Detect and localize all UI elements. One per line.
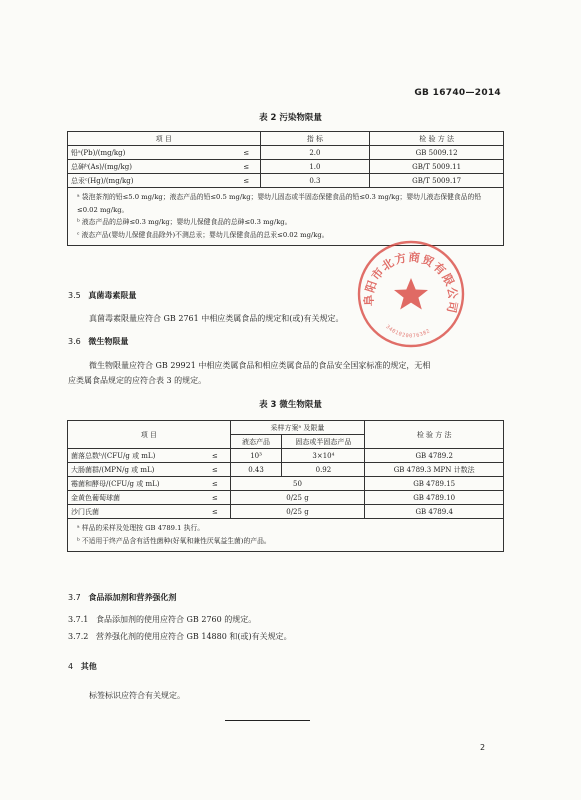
table3-header-plan: 采样方案ᵃ 及限量 <box>230 421 365 435</box>
table3-header-method: 检 验 方 法 <box>365 421 504 449</box>
table3-note-b: ᵇ 不适用于终产品含有活性菌种(好氧和兼性厌氧益生菌)的产品。 <box>77 536 271 545</box>
table3-header-liquid: 液态产品 <box>230 435 282 449</box>
table2 <box>67 131 504 246</box>
table-row: 菌落总数ᵇ/(CFU/g 或 mL) ≤ 10³ 3×10⁴ GB 4789.2 <box>68 449 504 463</box>
table-row: 总汞ᶜ(Hg)/(mg/kg) ≤ 0.3 GB/T 5009.17 <box>68 174 504 188</box>
table2-notes <box>68 188 504 246</box>
section-3-7-heading: 3.7 食品添加剂和营养强化剂 <box>68 593 177 602</box>
table2-header-limit: 指 标 <box>260 132 370 146</box>
table-row: 铅ᵃ(Pb)/(mg/kg) ≤ 2.0 GB 5009.12 <box>68 146 504 160</box>
section-4-heading: 4 其他 <box>68 662 97 671</box>
table3-note-a: ᵃ 样品的采样及处理按 GB 4789.1 执行。 <box>77 524 205 532</box>
section-3-7-2: 3.7.2 营养强化剂的使用应符合 GB 14880 和(或)有关规定。 <box>68 632 292 641</box>
table2-note-a: ᵃ 袋泡茶剂的铅≤5.0 mg/kg；液态产品的铅≤0.5 mg/kg；婴幼儿固态或半固态保健食品的铅≤0.3 mg/kg；婴幼儿液态保健食品的铅≤0.02 mg/kg。 <box>77 193 482 214</box>
seal-text: 阜阳市北方商贸有限公司 <box>361 249 461 316</box>
table-row: 霉菌和酵母/(CFU/g 或 mL) ≤ 50 GB 4789.15 <box>68 477 504 491</box>
table2-note-b: ᵇ 液态产品的总砷≤0.3 mg/kg；婴幼儿保健食品的总砷≤0.3 mg/kg。 <box>77 218 292 226</box>
table3-header-solid: 固态或半固态产品 <box>282 435 365 449</box>
table3-notes <box>68 519 504 552</box>
page-number: 2 <box>480 743 486 752</box>
company-seal <box>355 238 467 350</box>
table-row: 大肠菌群/(MPN/g 或 mL) ≤ 0.43 0.92 GB 4789.3 MPN 计数法 <box>68 463 504 477</box>
table-row: 总砷ᵇ(As)/(mg/kg) ≤ 1.0 GB/T 5009.11 <box>68 160 504 174</box>
section-3-7-1: 3.7.1 食品添加剂的使用应符合 GB 2760 的规定。 <box>68 615 257 624</box>
table-row: 金黄色葡萄球菌 ≤ 0/25 g GB 4789.10 <box>68 491 504 505</box>
table2-header-item: 项 目 <box>68 132 261 146</box>
standard-number: GB 16740—2014 <box>414 88 501 98</box>
section-4-text: 标签标识应符合有关规定。 <box>89 691 185 700</box>
table-row: 沙门氏菌 ≤ 0/25 g GB 4789.4 <box>68 505 504 519</box>
table3-caption: 表 3 微生物限量 <box>259 400 322 410</box>
section-3-6-text-line1: 微生物限量应符合 GB 29921 中相应类属食品和相应类属食品的食品安全国家标准的规定，无相 <box>89 361 431 370</box>
section-3-6-text-line2: 应类属食品规定的应符合表 3 的规定。 <box>68 376 207 385</box>
section-3-6-heading: 3.6 微生物限量 <box>68 337 129 346</box>
table3-header-item: 项 目 <box>68 421 231 449</box>
section-3-5-heading: 3.5 真菌毒素限量 <box>68 291 137 300</box>
table3 <box>67 420 504 552</box>
section-3-5-text: 真菌毒素限量应符合 GB 2761 中相应类属食品的规定和(或)有关规定。 <box>89 314 344 323</box>
star-icon <box>394 278 428 310</box>
table2-header-method: 检 验 方 法 <box>370 132 504 146</box>
end-rule <box>225 720 310 721</box>
seal-number: 3401020076382 <box>384 323 432 340</box>
table2-note-c: ᶜ 液态产品(婴幼儿保健食品除外)不测总汞；婴幼儿保健食品的总汞≤0.02 mg/kg。 <box>77 230 329 239</box>
table2-caption: 表 2 污染物限量 <box>259 113 322 123</box>
